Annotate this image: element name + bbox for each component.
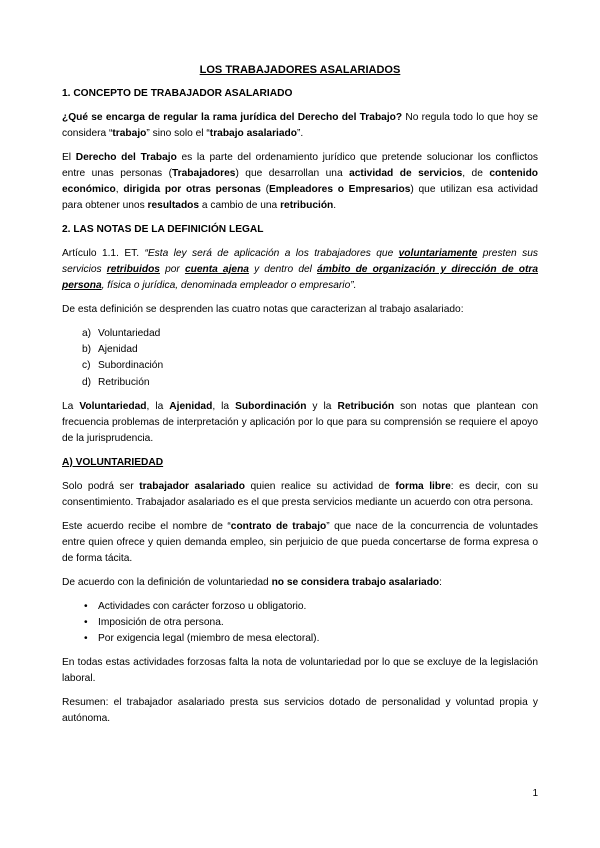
list-item: b) Ajenidad <box>82 344 138 356</box>
article-quote: Artículo 1.1. ET. “Esta ley será de aplicación a los trabajadores que voluntariamente presten sus servicios retribuidos por cuenta ajena y dentro del ámbito de organización y dirección de otra persona, física o jurídica, denominada empleador o empresario”. <box>62 248 538 291</box>
voluntariedad-paragraph-4: En todas estas actividades forzosas falta la nota de voluntariedad por lo que se excluye de la legislación laboral. <box>62 657 538 685</box>
document-title: LOS TRABAJADORES ASALARIADOS <box>199 64 401 76</box>
list-item: c) Subordinación <box>82 360 164 372</box>
list-item: a) Voluntariedad <box>82 328 161 339</box>
voluntariedad-paragraph-3: De acuerdo con la definición de voluntariedad no se considera trabajo asalariado: <box>62 576 442 588</box>
notes-summary: La Voluntariedad, la Ajenidad, la Subordinación y la Retribución son notas que plantean con frecuencia problemas de interpretación y aplicación por lo que para su comprensión se requiere el apoyo de la jurisprudencia. <box>62 400 538 444</box>
notes-intro: De esta definición se desprenden las cuatro notas que caracterizan al trabajo asalariado: <box>62 304 464 315</box>
section-1-paragraph-2: El Derecho del Trabajo es la parte del ordenamiento jurídico que pretende solucionar los conflictos entre unas personas (Trabajadores) que desarrollan una actividad de servicios, de contenido económico, dirigida por otras personas (Empleadores o Empresarios) que utilizan esa actividad para obtener unos resultados a cambio de una retribución. <box>62 152 539 211</box>
section-2-heading: 2. LAS NOTAS DE LA DEFINICIÓN LEGAL <box>62 224 264 235</box>
section-1-heading: 1. CONCEPTO DE TRABAJADOR ASALARIADO <box>62 88 293 99</box>
voluntariedad-paragraph-2: Este acuerdo recibe el nombre de “contrato de trabajo” que nace de la concurrencia de voluntades entre quien ofrece y quien demanda empleo, sin perjuicio de que pueda concertarse de forma expresa o de forma tácita. <box>62 520 539 564</box>
voluntariedad-summary: Resumen: el trabajador asalariado presta sus servicios dotado de personalidad y voluntad propia y autónoma. <box>62 697 538 725</box>
page-number: 1 <box>532 788 538 799</box>
list-item: • Actividades con carácter forzoso u obligatorio. <box>62 599 538 615</box>
list-item: • Imposición de otra persona. <box>62 615 538 631</box>
section-1-paragraph-1: ¿Qué se encarga de regular la rama jurídica del Derecho del Trabajo? No regula todo lo que hoy se considera “trabajo” sino solo el “trabajo asalariado”. <box>62 112 538 139</box>
bullet-icon: • <box>84 633 88 645</box>
voluntariedad-paragraph-1: Solo podrá ser trabajador asalariado quien realice su actividad de forma libre: es decir, con su consentimiento. Trabajador asalariado es el que presta servicios mediante un acuerdo con otra persona. <box>62 480 538 508</box>
subsection-a-heading: A) VOLUNTARIEDAD <box>62 456 164 468</box>
bullet-icon: • <box>84 600 88 612</box>
notes-list <box>62 326 538 391</box>
bullet-icon: • <box>84 617 88 629</box>
exclusions-list <box>62 599 538 648</box>
list-item: • Por exigencia legal (miembro de mesa electoral). <box>62 631 538 647</box>
page-content <box>62 62 538 735</box>
list-item: d) Retribución <box>82 376 150 388</box>
